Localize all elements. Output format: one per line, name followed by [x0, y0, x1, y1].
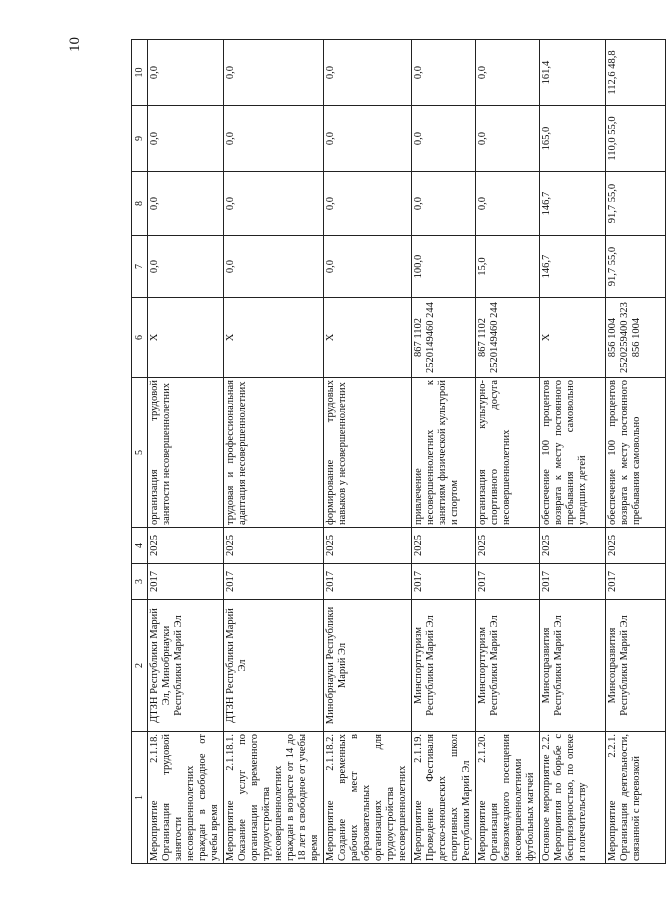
- col-header-8: 8: [132, 172, 148, 236]
- start-year: 2017: [476, 564, 540, 600]
- value-col-10: 0,0: [476, 40, 540, 106]
- program-measures-table: [131, 39, 666, 864]
- value-col-7: 0,0: [324, 236, 412, 298]
- value-col-8: 0,0: [148, 172, 224, 236]
- measure-name: Мероприятие 2.2.1. Организация деятельности, связанной с перевозкой: [606, 732, 666, 864]
- start-year: 2017: [606, 564, 666, 600]
- responsible-executor: Минспорттуризм Республики Марий Эл: [412, 600, 476, 732]
- value-col-10: 161,4: [540, 40, 606, 106]
- value-col-9: 0,0: [224, 106, 324, 172]
- start-year: 2017: [540, 564, 606, 600]
- col-header-2: 2: [132, 600, 148, 732]
- value-col-10: 112,6 48,8: [606, 40, 666, 106]
- end-year: 2025: [606, 528, 666, 564]
- end-year: 2025: [224, 528, 324, 564]
- col-header-4: 4: [132, 528, 148, 564]
- value-col-10: 0,0: [324, 40, 412, 106]
- expected-result: организация трудовой занятости несовершеннолетних: [148, 378, 224, 528]
- table-row: [476, 40, 540, 864]
- expected-result: формирование трудовых навыков у несовершеннолетних: [324, 378, 412, 528]
- value-col-9: 165,0: [540, 106, 606, 172]
- expected-result: привлечение несовершеннолетних к занятиям физической культурой и спортом: [412, 378, 476, 528]
- table-row: [324, 40, 412, 864]
- page-number: 10: [67, 37, 83, 52]
- expected-result: обеспечение 100 процентов возврата к месту постоянного пребывания самовольно ушедших детей: [540, 378, 606, 528]
- value-col-9: 0,0: [148, 106, 224, 172]
- value-col-7: 15,0: [476, 236, 540, 298]
- value-col-8: 91,7 55,0: [606, 172, 666, 236]
- table-row: [412, 40, 476, 864]
- value-col-8: 0,0: [412, 172, 476, 236]
- table-row: [606, 40, 666, 864]
- end-year: 2025: [412, 528, 476, 564]
- value-col-8: 0,0: [324, 172, 412, 236]
- budget-code: X: [324, 298, 412, 378]
- value-col-10: 0,0: [412, 40, 476, 106]
- responsible-executor: Минобрнауки Республики Марий Эл: [324, 600, 412, 732]
- measure-name: Мероприятие 2.1.20. Организация безвозмездного посещения несовершеннолетними футбольных матчей: [476, 732, 540, 864]
- end-year: 2025: [476, 528, 540, 564]
- end-year: 2025: [540, 528, 606, 564]
- responsible-executor: Минсоцразвития Республики Марий Эл: [540, 600, 606, 732]
- expected-result: организация культурно-спортивного досуга несовершеннолетних: [476, 378, 540, 528]
- budget-code: 867 1102 2520149460 244: [476, 298, 540, 378]
- responsible-executor: ДТЗН Республики Марий Эл: [224, 600, 324, 732]
- col-header-7: 7: [132, 236, 148, 298]
- value-col-10: 0,0: [148, 40, 224, 106]
- end-year: 2025: [148, 528, 224, 564]
- value-col-7: 146,7: [540, 236, 606, 298]
- col-header-5: 5: [132, 378, 148, 528]
- value-col-9: 0,0: [476, 106, 540, 172]
- header-row: [132, 40, 148, 864]
- table-row: [540, 40, 606, 864]
- value-col-9: 110,0 55,0: [606, 106, 666, 172]
- measure-name: Мероприятие 2.1.18.2. Создание временных рабочих мест в образовательных организациях для трудоустройства несовершеннолетних: [324, 732, 412, 864]
- value-col-7: 0,0: [148, 236, 224, 298]
- start-year: 2017: [412, 564, 476, 600]
- col-header-6: 6: [132, 298, 148, 378]
- budget-code: 856 1004 2520259400 323 856 1004: [606, 298, 666, 378]
- responsible-executor: Минспорттуризм Республики Марий Эл: [476, 600, 540, 732]
- value-col-9: 0,0: [324, 106, 412, 172]
- expected-result: обеспечение 100 процентов возврата к месту постоянного пребывания самовольно: [606, 378, 666, 528]
- value-col-7: 100,0: [412, 236, 476, 298]
- col-header-1: 1: [132, 732, 148, 864]
- measure-name: Мероприятие 2.1.19. Проведение Фестиваля детско-юношеских спортивных школ Республики Марий Эл: [412, 732, 476, 864]
- value-col-10: 0,0: [224, 40, 324, 106]
- responsible-executor: ДТЗН Республики Марий Эл, Минобрнауки Республики Марий Эл: [148, 600, 224, 732]
- budget-code: X: [224, 298, 324, 378]
- table-row: [148, 40, 224, 864]
- measure-name: Мероприятие 2.1.18. Организация трудовой занятости несовершеннолетних граждан в свободное от учебы время: [148, 732, 224, 864]
- budget-code: 867 1102 2520149460 244: [412, 298, 476, 378]
- budget-code: X: [148, 298, 224, 378]
- start-year: 2017: [324, 564, 412, 600]
- value-col-7: 0,0: [224, 236, 324, 298]
- start-year: 2017: [224, 564, 324, 600]
- responsible-executor: Минсоцразвития Республики Марий Эл: [606, 600, 666, 732]
- end-year: 2025: [324, 528, 412, 564]
- value-col-8: 0,0: [224, 172, 324, 236]
- value-col-7: 91,7 55,0: [606, 236, 666, 298]
- expected-result: трудовая и профессиональная адаптация несовершеннолетних: [224, 378, 324, 528]
- col-header-9: 9: [132, 106, 148, 172]
- col-header-3: 3: [132, 564, 148, 600]
- value-col-8: 0,0: [476, 172, 540, 236]
- rotated-table-container: [131, 40, 642, 864]
- value-col-8: 146,7: [540, 172, 606, 236]
- start-year: 2017: [148, 564, 224, 600]
- measure-name: Основное мероприятие 2.2. Мероприятия по борьбе с беспризорностью, по опеке и попечительству: [540, 732, 606, 864]
- col-header-10: 10: [132, 40, 148, 106]
- budget-code: X: [540, 298, 606, 378]
- measure-name: Мероприятие 2.1.18.1. Оказание услуг по организации временного трудоустройства несовершеннолетних граждан в возрасте от 14 до 18 лет в свободное от учебы время: [224, 732, 324, 864]
- table-row: [224, 40, 324, 864]
- value-col-9: 0,0: [412, 106, 476, 172]
